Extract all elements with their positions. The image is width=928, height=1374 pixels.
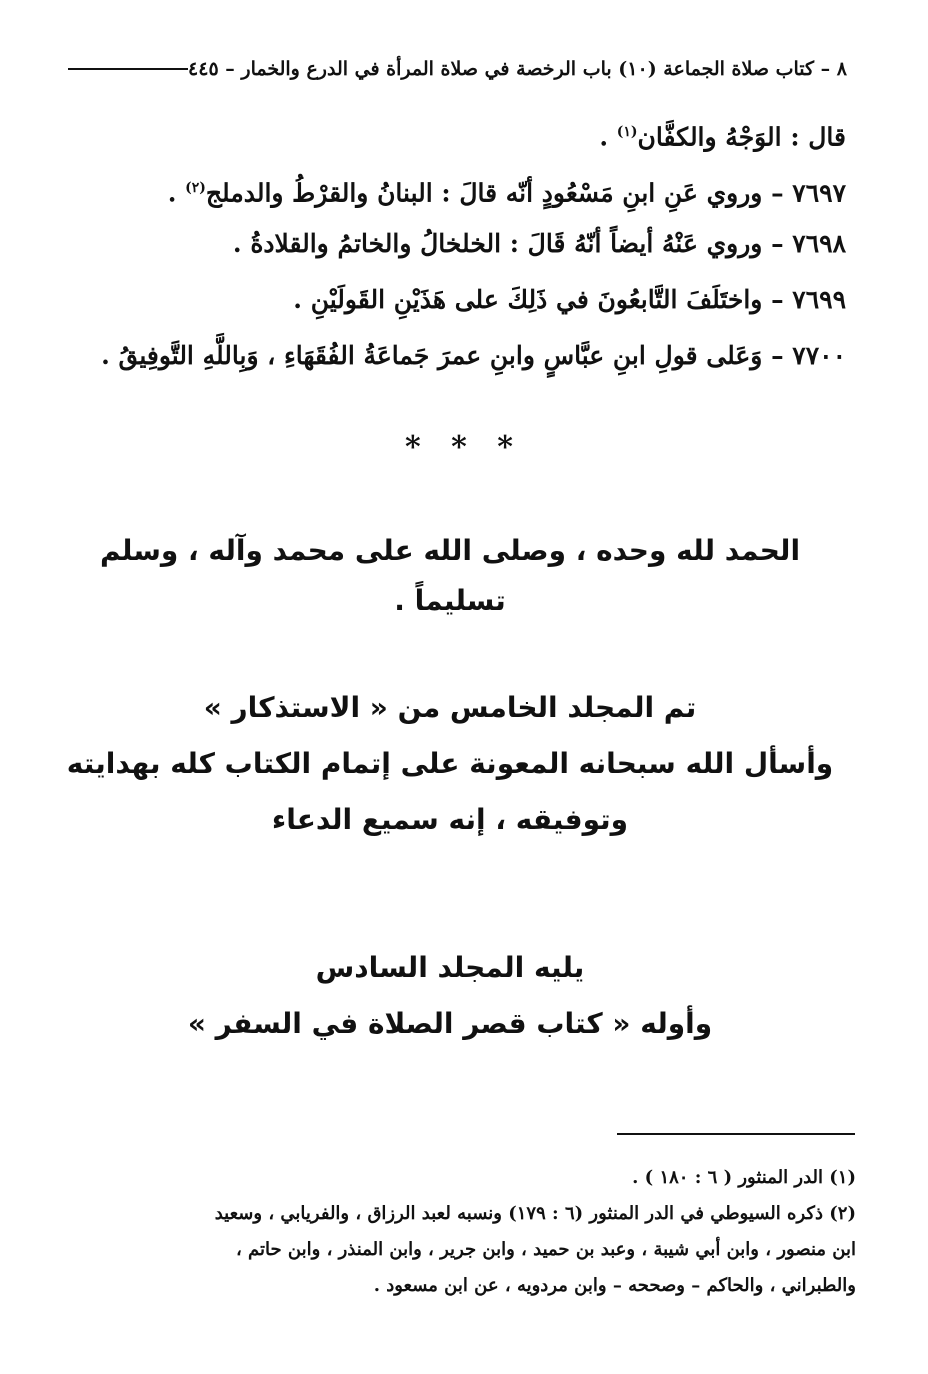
text-line: ٧٦٩٨ – وروي عَنْهُ أيضاً أنّهُ قَالَ : الخلخالُ والخاتمُ والقلادةُ . [232, 229, 846, 258]
text-line: ٧٦٩٧ – وروي عَنِ ابنِ مَسْعُودٍ أنّه قالَ : البنانُ والقرْطُ والدملج$^{(٢)}$ . [167, 178, 846, 208]
praise-line: الحمد لله وحده ، وصلى الله على محمد وآله ، وسلم [99, 534, 801, 567]
next-volume-note [60, 940, 840, 1052]
section-separator: * * * [405, 430, 523, 465]
next-volume-line: وأوله « كتاب قصر الصلاة في السفر » [187, 1007, 713, 1040]
footnote: (١) الدر المنثور ( ٦ : ١٨٠ ) . [632, 1167, 856, 1188]
volume-end-line: وأسأل الله سبحانه المعونة على إتمام الكتاب كله بهدايته [66, 747, 834, 780]
footnote-mark: (٢) [185, 180, 206, 196]
praise-line: تسليماً . [394, 584, 506, 617]
footnote-continuation: ابن منصور ، وابن أبي شيبة ، وعبد بن حميد ، وابن جرير ، وابن المنذر ، وابن حاتم ، [235, 1239, 856, 1260]
header-title: ٨ – كتاب صلاة الجماعة (١٠) باب الرخصة في صلاة المرأة في الدرع والخمار – ٤٤٥ [188, 58, 847, 80]
next-volume-line: يليه المجلد السادس [315, 951, 585, 984]
volume-end-line: تم المجلد الخامس من « الاستذكار » [203, 691, 697, 724]
text-line: قال : الوَجْهُ والكفَّان$^{(١)}$ . [599, 122, 846, 152]
footnote-rule [617, 1133, 855, 1135]
footnotes [76, 1160, 856, 1304]
footnote-continuation: والطبراني ، والحاكم – وصححه – وابن مردويه ، عن ابن مسعود . [373, 1275, 856, 1296]
text-line: ٧٧٠٠ – وَعَلى قولِ ابنِ عبَّاسٍ وابنِ عمرَ جَماعَةُ الفُقَهَاءِ ، وَبِاللَّهِ التَّوفِيقُ . [101, 341, 846, 370]
header-rule [68, 68, 188, 70]
closing-praise [60, 526, 840, 626]
running-header [85, 52, 847, 86]
text-line: ٧٦٩٩ – واختَلَفَ التَّابعُونَ في ذَلِكَ على هَذَيْنِ القَولَيْنِ . [293, 285, 846, 314]
footnote-mark: (١) [616, 124, 638, 140]
main-text [86, 108, 846, 388]
footnote: (٢) ذكره السيوطي في الدر المنثور (٦ : ١٧٩) ونسبه لعبد الرزاق ، والفريابي ، وسعيد [214, 1203, 856, 1224]
volume-end-line: وتوفيقه ، إنه سميع الدعاء [271, 803, 629, 836]
volume-end-note [60, 680, 840, 848]
